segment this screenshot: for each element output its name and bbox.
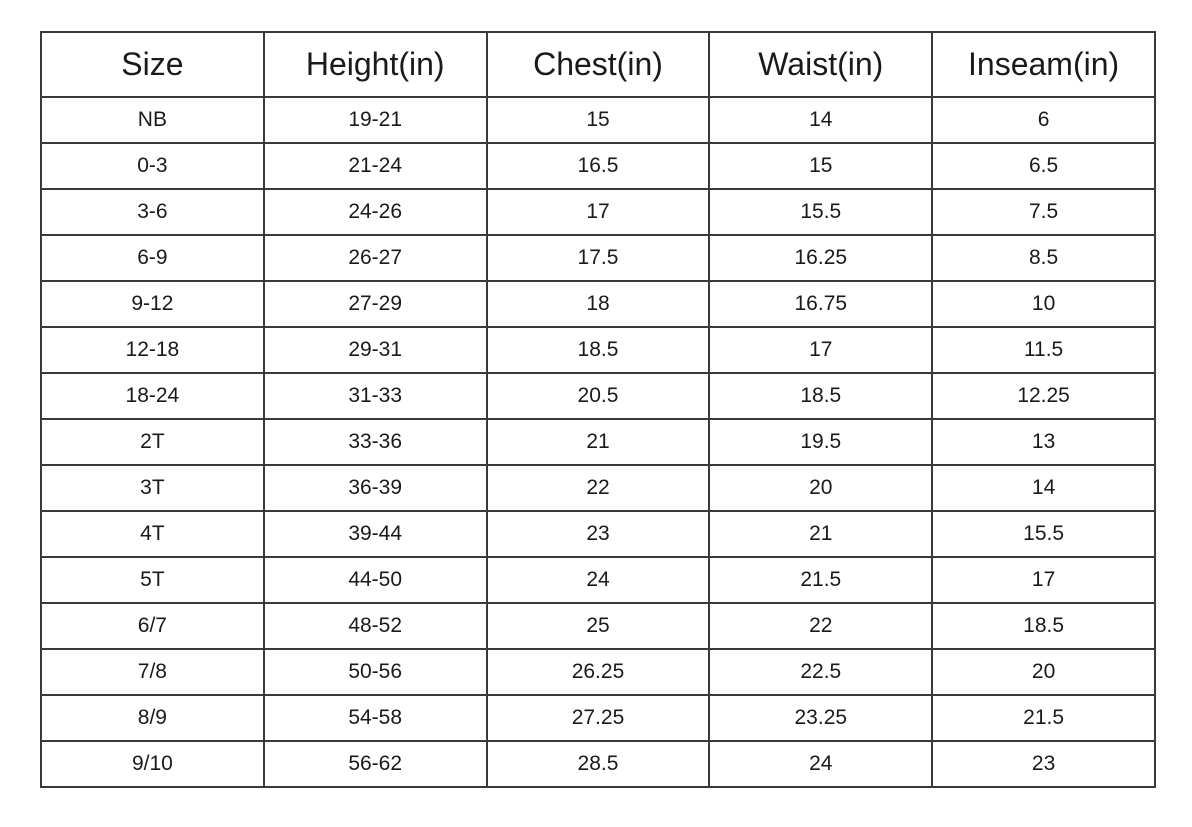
- height-cell: 50-56: [264, 649, 487, 695]
- table-row: [41, 603, 1155, 649]
- waist-cell: 17: [709, 327, 932, 373]
- size-cell: 5T: [41, 557, 264, 603]
- chest-cell: 26.25: [487, 649, 710, 695]
- chest-cell: 17: [487, 189, 710, 235]
- table-row: [41, 649, 1155, 695]
- chest-cell: 28.5: [487, 741, 710, 787]
- chest-cell: 21: [487, 419, 710, 465]
- height-cell: 33-36: [264, 419, 487, 465]
- size-chart-table: [40, 31, 1156, 788]
- size-cell: 9/10: [41, 741, 264, 787]
- size-cell: 4T: [41, 511, 264, 557]
- table-row: [41, 143, 1155, 189]
- size-cell: 3-6: [41, 189, 264, 235]
- height-cell: 21-24: [264, 143, 487, 189]
- chest-cell: 18: [487, 281, 710, 327]
- waist-cell: 15.5: [709, 189, 932, 235]
- height-cell: 19-21: [264, 97, 487, 143]
- chest-cell: 15: [487, 97, 710, 143]
- chest-cell: 24: [487, 557, 710, 603]
- size-cell: 7/8: [41, 649, 264, 695]
- chest-cell: 17.5: [487, 235, 710, 281]
- inseam-cell: 6: [932, 97, 1155, 143]
- table-row: [41, 373, 1155, 419]
- inseam-cell: 12.25: [932, 373, 1155, 419]
- height-cell: 26-27: [264, 235, 487, 281]
- height-cell: 36-39: [264, 465, 487, 511]
- inseam-cell: 13: [932, 419, 1155, 465]
- waist-cell: 19.5: [709, 419, 932, 465]
- inseam-cell: 21.5: [932, 695, 1155, 741]
- table-row: [41, 557, 1155, 603]
- size-cell: 9-12: [41, 281, 264, 327]
- table-row: [41, 741, 1155, 787]
- chest-cell: 16.5: [487, 143, 710, 189]
- chest-cell: 25: [487, 603, 710, 649]
- table-body: [41, 97, 1155, 787]
- height-cell: 44-50: [264, 557, 487, 603]
- waist-cell: 22.5: [709, 649, 932, 695]
- column-header-inseam: Inseam(in): [932, 32, 1155, 97]
- height-cell: 31-33: [264, 373, 487, 419]
- table-row: [41, 419, 1155, 465]
- column-header-chest: Chest(in): [487, 32, 710, 97]
- height-cell: 24-26: [264, 189, 487, 235]
- chest-cell: 18.5: [487, 327, 710, 373]
- height-cell: 48-52: [264, 603, 487, 649]
- chest-cell: 27.25: [487, 695, 710, 741]
- table-row: [41, 511, 1155, 557]
- inseam-cell: 23: [932, 741, 1155, 787]
- inseam-cell: 17: [932, 557, 1155, 603]
- table-row: [41, 281, 1155, 327]
- table-row: [41, 465, 1155, 511]
- waist-cell: 18.5: [709, 373, 932, 419]
- waist-cell: 21.5: [709, 557, 932, 603]
- inseam-cell: 10: [932, 281, 1155, 327]
- waist-cell: 15: [709, 143, 932, 189]
- height-cell: 27-29: [264, 281, 487, 327]
- size-cell: 18-24: [41, 373, 264, 419]
- inseam-cell: 20: [932, 649, 1155, 695]
- waist-cell: 20: [709, 465, 932, 511]
- inseam-cell: 11.5: [932, 327, 1155, 373]
- height-cell: 54-58: [264, 695, 487, 741]
- table-row: [41, 235, 1155, 281]
- column-header-size: Size: [41, 32, 264, 97]
- column-header-height: Height(in): [264, 32, 487, 97]
- column-header-waist: Waist(in): [709, 32, 932, 97]
- size-cell: NB: [41, 97, 264, 143]
- inseam-cell: 8.5: [932, 235, 1155, 281]
- height-cell: 29-31: [264, 327, 487, 373]
- chest-cell: 20.5: [487, 373, 710, 419]
- waist-cell: 23.25: [709, 695, 932, 741]
- size-cell: 12-18: [41, 327, 264, 373]
- table-row: [41, 97, 1155, 143]
- waist-cell: 14: [709, 97, 932, 143]
- size-cell: 6/7: [41, 603, 264, 649]
- waist-cell: 16.25: [709, 235, 932, 281]
- size-cell: 0-3: [41, 143, 264, 189]
- size-cell: 8/9: [41, 695, 264, 741]
- chest-cell: 23: [487, 511, 710, 557]
- waist-cell: 22: [709, 603, 932, 649]
- inseam-cell: 14: [932, 465, 1155, 511]
- inseam-cell: 15.5: [932, 511, 1155, 557]
- table-row: [41, 327, 1155, 373]
- size-cell: 6-9: [41, 235, 264, 281]
- inseam-cell: 6.5: [932, 143, 1155, 189]
- header-row: [41, 32, 1155, 97]
- size-cell: 2T: [41, 419, 264, 465]
- inseam-cell: 7.5: [932, 189, 1155, 235]
- waist-cell: 16.75: [709, 281, 932, 327]
- size-cell: 3T: [41, 465, 264, 511]
- table-row: [41, 695, 1155, 741]
- inseam-cell: 18.5: [932, 603, 1155, 649]
- waist-cell: 24: [709, 741, 932, 787]
- height-cell: 39-44: [264, 511, 487, 557]
- waist-cell: 21: [709, 511, 932, 557]
- table-row: [41, 189, 1155, 235]
- height-cell: 56-62: [264, 741, 487, 787]
- chest-cell: 22: [487, 465, 710, 511]
